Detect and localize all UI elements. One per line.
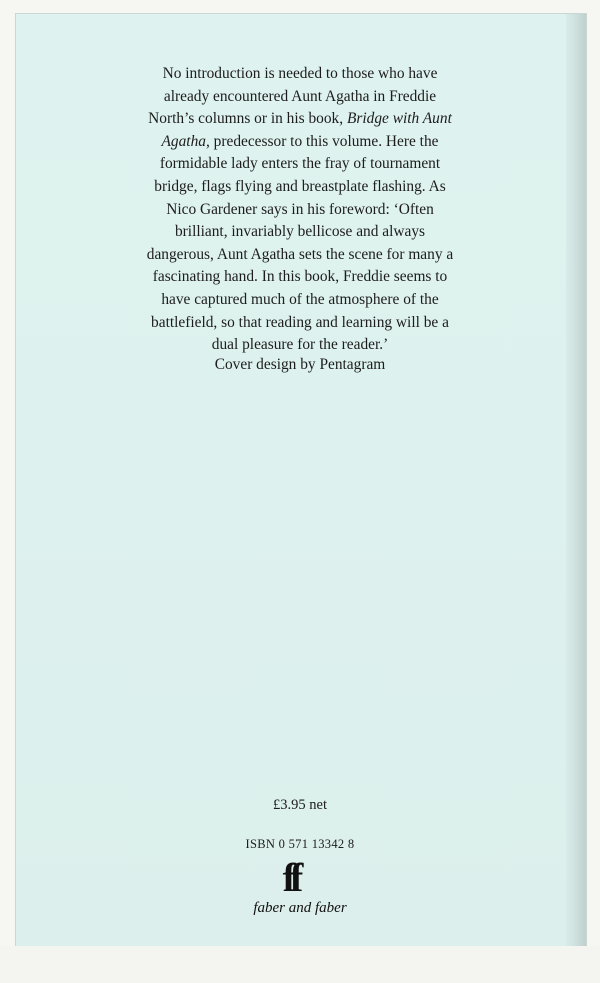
isbn: ISBN 0 571 13342 8 — [245, 837, 355, 851]
price: £3.95 net — [273, 797, 327, 813]
cover-credit: Cover design by Pentagram — [214, 356, 386, 373]
cover-edge — [566, 14, 586, 946]
blurb-part-2: predecessor to this volume. Here the formidable lady enters the fray of tournament bridge, flags flying and breastplate flashing. As Nico Gardener says in his foreword: ‘Often brilliant, invariably bellicose and always dangerous, Aunt Agatha sets the scene for many a fascinating hand. In this book, Freddie seems to have captured much of the atmosphere of the battlefield, so that reading and learning will be a dual pleasure for the reader.’ — [146, 132, 454, 354]
blurb-text — [140, 63, 460, 357]
blurb-part-1: No introduction is needed to those who have already encountered Aunt Agatha in Freddie North’s columns or in his book, — [148, 65, 438, 128]
background-surface — [0, 946, 600, 983]
publisher-logo: ff — [282, 855, 298, 900]
publisher-name: faber and faber — [253, 900, 347, 916]
book-title: Bridge with Aunt Agatha, — [161, 110, 452, 150]
